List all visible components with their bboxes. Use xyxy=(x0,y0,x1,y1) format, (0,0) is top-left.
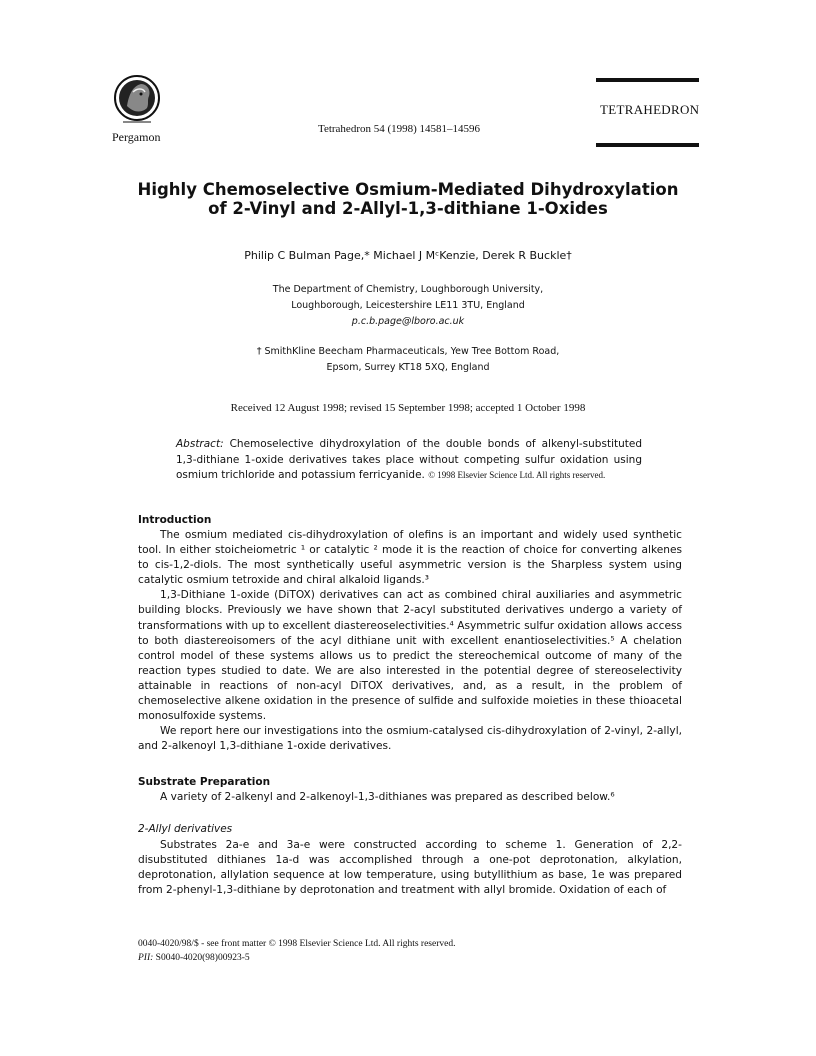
publisher-logo xyxy=(113,72,161,130)
subsection-heading-allyl: 2-Allyl derivatives xyxy=(138,823,233,835)
paragraph: Substrates 2a-e and 3a-e were constructed according to scheme 1. Generation of 2,2-disubstituted dithianes 1a-d was accomplished through a one-pot deprotonation, alkylation, deprotonation, allylation sequence at low temperature, using butyllithium as base, 1e was prepared from 2-phenyl-1,3-dithiane by deprotonation and treatment with allyl bromide. Oxidation of each of xyxy=(138,839,682,897)
paragraph: 1,3-Dithiane 1-oxide (DiTOX) derivatives can act as combined chiral auxiliaries and asymmetric building blocks. Previously we have shown that 2-acyl substituted derivatives undergo a variety of transformations with up to excellent diastereoselectivities.⁴ Asymmetric sulfur oxidation allows access to both diastereoisomers of the acyl dithiane unit with excellent enantioselectivities.⁵ A chelation control model of these systems allows us to predict the stereochemical outcome of many of the reaction types studied to date. We are also interested in the potential degree of stereoselectivity attainable in reactions of non-acyl DiTOX derivatives, and, as a result, in the problem of chemoselective alkene oxidation in the presence of sulfide and sulfoxide moieties in these thioacetal monosulfoxide systems. xyxy=(138,589,682,723)
paragraph: We report here our investigations into the osmium-catalysed cis-dihydroxylation of 2-vinyl, 2-allyl, and 2-alkenoyl 1,3-dithiane 1-oxide derivatives. xyxy=(138,725,682,753)
journal-citation: Tetrahedron 54 (1998) 14581–14596 xyxy=(318,123,481,135)
authors: Philip C Bulman Page,* Michael J MᶜKenzie, Derek R Buckle† xyxy=(244,249,572,262)
paragraph: A variety of 2-alkenyl and 2-alkenoyl-1,3-dithianes was prepared as described below.⁶ xyxy=(160,791,615,803)
article-title xyxy=(60,180,756,218)
abstract-label: Abstract: xyxy=(176,438,224,450)
affiliation-primary xyxy=(60,282,756,330)
section-heading-introduction: Introduction xyxy=(138,514,212,526)
footer-copyright: 0040-4020/98/$ - see front matter © 1998 Elsevier Science Ltd. All rights reserved. xyxy=(138,939,456,949)
publisher-name: Pergamon xyxy=(112,130,161,144)
author-email[interactable]: p.c.b.page@lboro.ac.uk xyxy=(351,316,465,327)
footer xyxy=(138,937,455,965)
pii-label: PII: xyxy=(138,953,154,963)
footer-pii xyxy=(138,951,455,965)
abstract-copyright: © 1998 Elsevier Science Ltd. All rights reserved. xyxy=(428,470,606,480)
allyl-body xyxy=(138,838,682,898)
introduction-body xyxy=(138,528,682,754)
abstract xyxy=(176,437,642,484)
affiliation-line: The Department of Chemistry, Loughborough University, xyxy=(272,284,544,295)
journal-rule-bottom xyxy=(596,143,699,147)
journal-rule-top xyxy=(596,78,699,82)
substrate-body xyxy=(138,790,682,805)
paragraph: The osmium mediated cis-dihydroxylation of olefins is an important and widely used synthetic tool. In either stoicheiometric ¹ or catalytic ² mode it is the reaction of choice for converting alkenes to cis-1,2-diols. The most synthetically useful asymmetric version is the Sharpless system using catalytic osmium tetroxide and chiral alkaloid ligands.³ xyxy=(138,529,682,587)
affiliation-line: Epsom, Surrey KT18 5XQ, England xyxy=(326,362,490,373)
pii-value: S0040-4020(98)00923-5 xyxy=(153,953,250,963)
title-line-1: Highly Chemoselective Osmium-Mediated Dihydroxylation xyxy=(137,180,679,199)
section-heading-substrate-preparation: Substrate Preparation xyxy=(138,776,271,788)
title-line-2: of 2-Vinyl and 2-Allyl-1,3-dithiane 1-Oxides xyxy=(208,199,608,218)
affiliation-line: † SmithKline Beecham Pharmaceuticals, Yew Tree Bottom Road, xyxy=(256,346,560,357)
affiliation-secondary xyxy=(60,344,756,376)
received-dates: Received 12 August 1998; revised 15 September 1998; accepted 1 October 1998 xyxy=(230,402,586,414)
abstract-text: Chemoselective dihydroxylation of the double bonds of alkenyl-substituted 1,3-dithiane 1-oxide derivatives takes place without competing sulfur oxidation using osmium trichloride and potassium ferricyanide. xyxy=(176,438,642,481)
journal-name: TETRAHEDRON xyxy=(600,102,700,117)
affiliation-line: Loughborough, Leicestershire LE11 3TU, England xyxy=(291,300,525,311)
